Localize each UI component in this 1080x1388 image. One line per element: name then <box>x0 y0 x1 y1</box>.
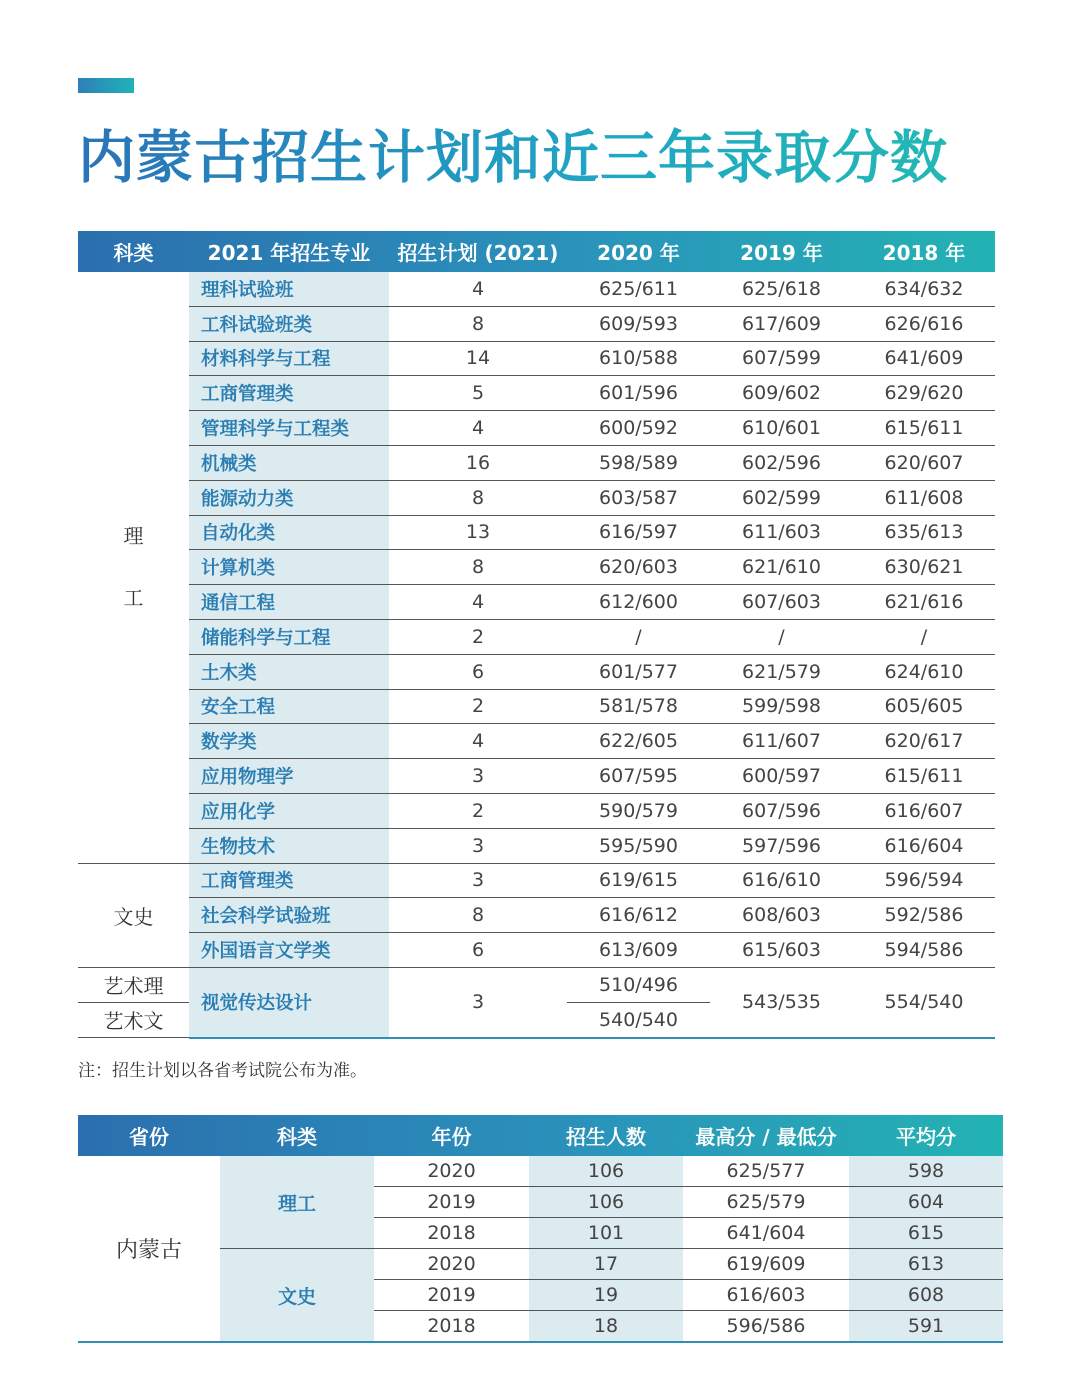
plan-count: 3 <box>389 967 567 1037</box>
header-range: 最高分 / 最低分 <box>695 1125 837 1149</box>
admission-plan-table <box>78 231 995 1039</box>
major-name: 安全工程 <box>189 689 389 724</box>
major-name: 能源动力类 <box>189 480 389 515</box>
plan-count: 3 <box>389 828 567 863</box>
score-2019: / <box>710 619 853 654</box>
header-plan: 招生计划 (2021) <box>397 241 559 265</box>
table-row <box>78 306 995 341</box>
average-cell: 598 <box>849 1156 1003 1187</box>
score-stats-table <box>78 1115 1003 1343</box>
header-province: 省份 <box>129 1125 169 1149</box>
category-science-char-2: 工 <box>123 586 144 611</box>
average-cell: 604 <box>849 1187 1003 1218</box>
year-cell: 2018 <box>374 1218 529 1249</box>
score-2019: 609/602 <box>710 376 853 411</box>
table-row <box>78 515 995 550</box>
plan-count: 3 <box>389 863 567 898</box>
header-count: 招生人数 <box>566 1125 646 1149</box>
header-category: 科类 <box>277 1125 317 1149</box>
score-2020: 609/593 <box>567 306 710 341</box>
table-row <box>78 272 995 306</box>
title-accent-bar <box>78 78 134 93</box>
year-cell: 2019 <box>374 1280 529 1311</box>
plan-count: 8 <box>389 898 567 933</box>
score-2020: 619/615 <box>567 863 710 898</box>
table-row <box>78 445 995 480</box>
score-2019: 611/607 <box>710 724 853 759</box>
score-2018: 554/540 <box>853 967 995 1037</box>
plan-count: 16 <box>389 445 567 480</box>
range-cell: 641/604 <box>683 1218 849 1249</box>
plan-count: 4 <box>389 411 567 446</box>
stats-table-body <box>78 1156 1003 1342</box>
score-2020: 610/588 <box>567 341 710 376</box>
table-row <box>78 724 995 759</box>
score-2019: 611/603 <box>710 515 853 550</box>
score-2020: 601/596 <box>567 376 710 411</box>
score-2018: 611/608 <box>853 480 995 515</box>
major-name: 机械类 <box>189 445 389 480</box>
score-2020: 616/612 <box>567 898 710 933</box>
header-year: 年份 <box>431 1125 472 1149</box>
major-name: 计算机类 <box>189 550 389 585</box>
score-2018: 594/586 <box>853 933 995 968</box>
table-row <box>78 898 995 933</box>
score-2018: 626/616 <box>853 306 995 341</box>
score-2020: 622/605 <box>567 724 710 759</box>
table-row <box>78 828 995 863</box>
score-2020: 590/579 <box>567 793 710 828</box>
score-2018: 620/617 <box>853 724 995 759</box>
plan-count: 2 <box>389 793 567 828</box>
plan-table-header <box>78 231 995 272</box>
score-2018: 641/609 <box>853 341 995 376</box>
plan-count: 4 <box>389 272 567 306</box>
score-2018: 630/621 <box>853 550 995 585</box>
plan-count: 13 <box>389 515 567 550</box>
range-cell: 625/577 <box>683 1156 849 1187</box>
header-major: 2021 年招生专业 <box>207 241 371 265</box>
category-art-liberal: 艺术文 <box>78 1002 189 1037</box>
plan-count: 6 <box>389 933 567 968</box>
year-cell: 2020 <box>374 1249 529 1280</box>
score-2020: 613/609 <box>567 933 710 968</box>
major-name: 土木类 <box>189 654 389 689</box>
major-name: 社会科学试验班 <box>189 898 389 933</box>
score-2018: 620/607 <box>853 445 995 480</box>
major-name: 应用化学 <box>189 793 389 828</box>
score-2019: 608/603 <box>710 898 853 933</box>
score-2019: 615/603 <box>710 933 853 968</box>
score-2020: / <box>567 619 710 654</box>
score-2018: 616/604 <box>853 828 995 863</box>
score-2018: 624/610 <box>853 654 995 689</box>
table-row <box>78 793 995 828</box>
average-cell: 608 <box>849 1280 1003 1311</box>
score-2020: 603/587 <box>567 480 710 515</box>
plan-table-body <box>78 272 995 1038</box>
score-2018: 616/607 <box>853 793 995 828</box>
plan-count: 5 <box>389 376 567 411</box>
table-row <box>78 619 995 654</box>
major-name: 生物技术 <box>189 828 389 863</box>
score-2018: 629/620 <box>853 376 995 411</box>
score-2018: 615/611 <box>853 411 995 446</box>
score-2019: 616/610 <box>710 863 853 898</box>
score-2018: 592/586 <box>853 898 995 933</box>
province-name: 内蒙古 <box>78 1156 220 1342</box>
plan-count: 4 <box>389 724 567 759</box>
count-cell: 106 <box>529 1156 683 1187</box>
score-2019: 625/618 <box>710 272 853 306</box>
table-row <box>78 863 995 898</box>
major-name: 视觉传达设计 <box>189 967 389 1037</box>
table-row <box>78 376 995 411</box>
header-category: 科类 <box>113 241 154 265</box>
table-row <box>78 550 995 585</box>
score-2018: 635/613 <box>853 515 995 550</box>
score-2019: 617/609 <box>710 306 853 341</box>
plan-count: 2 <box>389 689 567 724</box>
category-label: 理工 <box>220 1156 374 1249</box>
score-2020: 598/589 <box>567 445 710 480</box>
plan-count: 8 <box>389 306 567 341</box>
category-label: 文史 <box>220 1249 374 1343</box>
table-row <box>78 1156 1003 1187</box>
table-row <box>78 759 995 794</box>
score-2019: 621/579 <box>710 654 853 689</box>
score-2018: 596/594 <box>853 863 995 898</box>
major-name: 管理科学与工程类 <box>189 411 389 446</box>
score-2019: 621/610 <box>710 550 853 585</box>
score-2019: 597/596 <box>710 828 853 863</box>
range-cell: 619/609 <box>683 1249 849 1280</box>
plan-count: 2 <box>389 619 567 654</box>
range-cell: 616/603 <box>683 1280 849 1311</box>
range-cell: 625/579 <box>683 1187 849 1218</box>
score-2019: 610/601 <box>710 411 853 446</box>
score-2019: 600/597 <box>710 759 853 794</box>
major-name: 理科试验班 <box>189 272 389 306</box>
score-2020-liberal: 540/540 <box>567 1002 710 1037</box>
plan-count: 8 <box>389 550 567 585</box>
page-title: 内蒙古招生计划和近三年录取分数 <box>78 112 948 194</box>
year-cell: 2020 <box>374 1156 529 1187</box>
score-2020: 612/600 <box>567 585 710 620</box>
major-name: 数学类 <box>189 724 389 759</box>
plan-count: 14 <box>389 341 567 376</box>
table-row <box>78 967 995 1002</box>
score-2020: 625/611 <box>567 272 710 306</box>
average-cell: 613 <box>849 1249 1003 1280</box>
count-cell: 18 <box>529 1311 683 1343</box>
score-2018: / <box>853 619 995 654</box>
category-art-science: 艺术理 <box>78 967 189 1002</box>
plan-count: 4 <box>389 585 567 620</box>
table-row <box>78 689 995 724</box>
score-2019: 602/599 <box>710 480 853 515</box>
table-row <box>78 654 995 689</box>
major-name: 工科试验班类 <box>189 306 389 341</box>
score-2020: 607/595 <box>567 759 710 794</box>
table-row <box>78 585 995 620</box>
year-cell: 2018 <box>374 1311 529 1343</box>
major-name: 外国语言文学类 <box>189 933 389 968</box>
score-2020: 616/597 <box>567 515 710 550</box>
major-name: 通信工程 <box>189 585 389 620</box>
score-2019: 607/603 <box>710 585 853 620</box>
category-liberal: 文史 <box>78 863 189 967</box>
table-row <box>78 480 995 515</box>
category-science-char-1: 理 <box>123 524 144 549</box>
score-2019: 607/596 <box>710 793 853 828</box>
header-2019: 2019 年 <box>740 241 823 265</box>
score-2018: 615/611 <box>853 759 995 794</box>
header-2020: 2020 年 <box>597 241 680 265</box>
header-average: 平均分 <box>896 1125 956 1149</box>
year-cell: 2019 <box>374 1187 529 1218</box>
table-row <box>78 411 995 446</box>
plan-count: 3 <box>389 759 567 794</box>
count-cell: 17 <box>529 1249 683 1280</box>
score-2019: 543/535 <box>710 967 853 1037</box>
major-name: 储能科学与工程 <box>189 619 389 654</box>
footnote: 注：招生计划以各省考试院公布为准。 <box>78 1061 367 1081</box>
table-row <box>78 933 995 968</box>
count-cell: 106 <box>529 1187 683 1218</box>
score-2018: 605/605 <box>853 689 995 724</box>
major-name: 应用物理学 <box>189 759 389 794</box>
table-row <box>78 341 995 376</box>
score-2019: 602/596 <box>710 445 853 480</box>
average-cell: 591 <box>849 1311 1003 1343</box>
score-2020: 600/592 <box>567 411 710 446</box>
count-cell: 19 <box>529 1280 683 1311</box>
major-name: 自动化类 <box>189 515 389 550</box>
score-2018: 634/632 <box>853 272 995 306</box>
score-2019: 599/598 <box>710 689 853 724</box>
range-cell: 596/586 <box>683 1311 849 1343</box>
category-science <box>78 272 189 863</box>
score-2020-science: 510/496 <box>567 967 710 1002</box>
major-name: 材料科学与工程 <box>189 341 389 376</box>
score-2020: 581/578 <box>567 689 710 724</box>
count-cell: 101 <box>529 1218 683 1249</box>
major-name: 工商管理类 <box>189 863 389 898</box>
score-2020: 620/603 <box>567 550 710 585</box>
score-2019: 607/599 <box>710 341 853 376</box>
header-2018: 2018 年 <box>882 241 966 265</box>
score-2018: 621/616 <box>853 585 995 620</box>
plan-count: 6 <box>389 654 567 689</box>
average-cell: 615 <box>849 1218 1003 1249</box>
score-2020: 601/577 <box>567 654 710 689</box>
plan-count: 8 <box>389 480 567 515</box>
stats-table-header <box>78 1115 1003 1156</box>
major-name: 工商管理类 <box>189 376 389 411</box>
score-2020: 595/590 <box>567 828 710 863</box>
